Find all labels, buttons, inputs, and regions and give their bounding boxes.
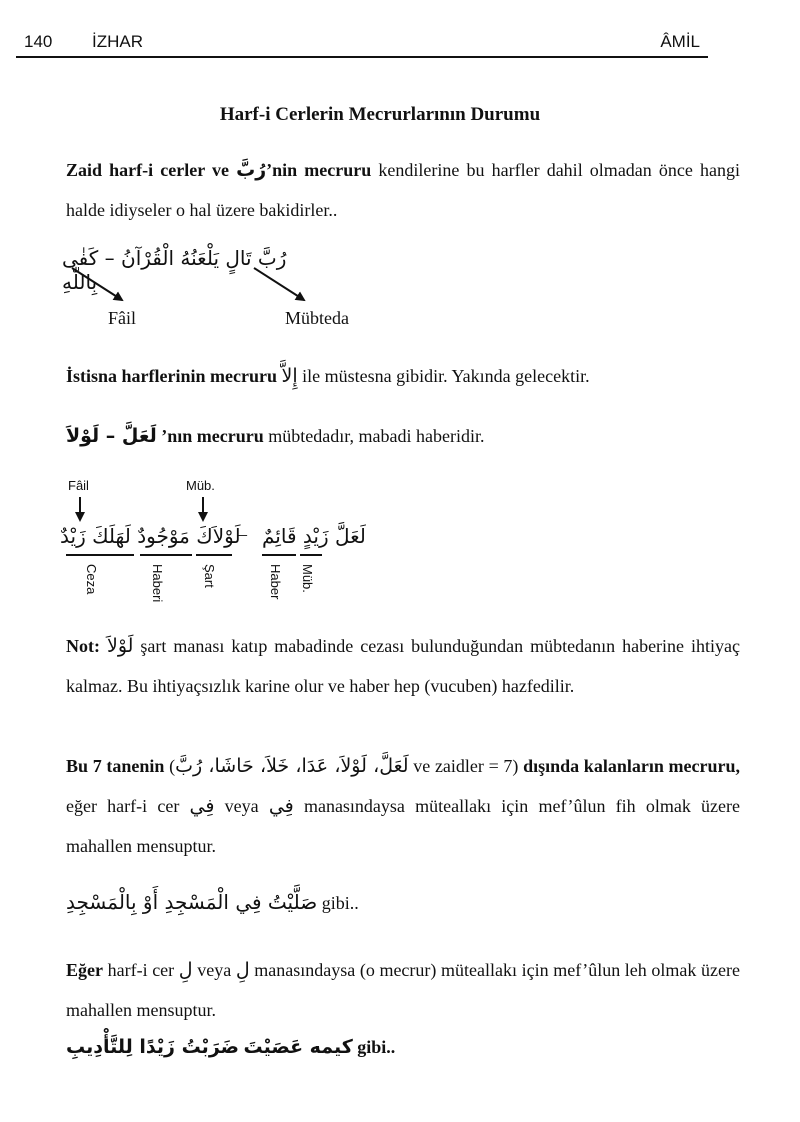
dash: – (238, 524, 247, 544)
bold-text: İstisna harflerinin mecruru (66, 366, 277, 386)
body-text: mübtedadır, mabadi haberidir. (263, 426, 485, 446)
arabic-text: فِي (189, 795, 215, 817)
body-text: gibi.. (321, 893, 359, 913)
arabic-text: لِ (178, 959, 193, 981)
arabic-text: لَعَلَّ – لَوْلاَ (66, 425, 157, 447)
label-haber: Haber (268, 564, 283, 600)
bold-text: Bu 7 tanenin (66, 756, 165, 776)
arabic-text: لَعَلَّ، لَوْلاَ، عَدَا، خَلاَ، حَاشَا، رُبَّ (175, 755, 409, 777)
body-text: ve zaidler = 7) (408, 756, 524, 776)
arabic-example-3: صَلَّيْتُ فِي الْمَسْجِدِ أَوْ بِالْمَسْجِدِ (66, 890, 318, 914)
label-sart: Şart (202, 564, 217, 588)
label-fail-small: Fâil (68, 478, 89, 493)
body-text: veya (214, 796, 269, 816)
label-haberi: Haberi (150, 564, 165, 603)
arabic-text: إِلاَّ (281, 365, 298, 387)
label-fail: Fâil (108, 308, 137, 328)
page-number: 140 (24, 32, 53, 51)
bold-text: Eğer (66, 960, 103, 980)
label-ceza: Ceza (84, 564, 99, 595)
label-mub-vertical: Müb. (300, 564, 315, 593)
bold-text: Zaid harf-i cerler ve (66, 160, 229, 180)
book-title: İZHAR (92, 32, 143, 51)
label-mubteda: Mübteda (285, 308, 349, 328)
body-text: ile müstesna gibidir. Yakında gelecektir. (297, 366, 590, 386)
arabic-example-2-left: لَوْلاَكَ مَوْجُودٌ لَهَلَكَ زَيْدٌ (60, 524, 241, 548)
arabic-example-4b: كيمه عَصَيْتَ (243, 1036, 353, 1058)
arabic-example-4: ضَرَبْتُ زَيْدًا لِلتَّأْدِيبِ (66, 1036, 239, 1058)
arabic-text: لِ (235, 959, 250, 981)
arrow-to-fail (72, 268, 122, 300)
body-text: gibi.. (357, 1037, 396, 1057)
arabic-text: رُبَّ (236, 159, 267, 181)
body-text: eğer harf-i cer (66, 796, 190, 816)
body-text: kendilerine bu harfler dahil olmadan önce hangi halde idiyseler o hal üzere bakidirler.. (66, 160, 741, 220)
chapter-title: ÂMİL (660, 32, 700, 51)
body-text: manasındaysa müteallakı için mef’ûlun fih olmak üzere mahallen mensuptur. (66, 796, 740, 856)
bold-text: ’nın mecruru (156, 426, 264, 446)
body-text: veya (192, 960, 236, 980)
bold-text: dışında kalanların mecruru, (523, 756, 740, 776)
arabic-text: لَوْلاَ (106, 635, 134, 657)
arabic-example-2-right: لَعَلَّ زَيْدٍ قَائِمٌ (262, 524, 366, 548)
section-title: Harf-i Cerlerin Mecrurlarının Durumu (219, 104, 541, 125)
arrow-to-mubteda (254, 268, 304, 300)
body-text: harf-i cer (102, 960, 179, 980)
arabic-text: فِي (268, 795, 294, 817)
body-text: ( (164, 756, 176, 776)
label-mub-small: Müb. (186, 478, 215, 493)
body-text: manasındaysa (o mecrur) müteallakı için mef’ûlun leh olmak üzere mahallen mensuptur. (66, 960, 740, 1020)
bold-text: ’nin mecruru (266, 160, 372, 180)
body-text: şart manası katıp mabadinde cezası bulunduğundan mübtedanın haberine ihtiyaç kalmaz. Bu ihtiyaçsızlık karine olur ve haber hep (vucuben) hazfedilir. (66, 636, 740, 696)
arabic-example-1: رُبَّ تَالٍ يَلْعَنُهُ الْقُرْآنُ – كَفٰى بِاللّٰهِ (62, 246, 287, 294)
bold-text: Not: (66, 636, 100, 656)
